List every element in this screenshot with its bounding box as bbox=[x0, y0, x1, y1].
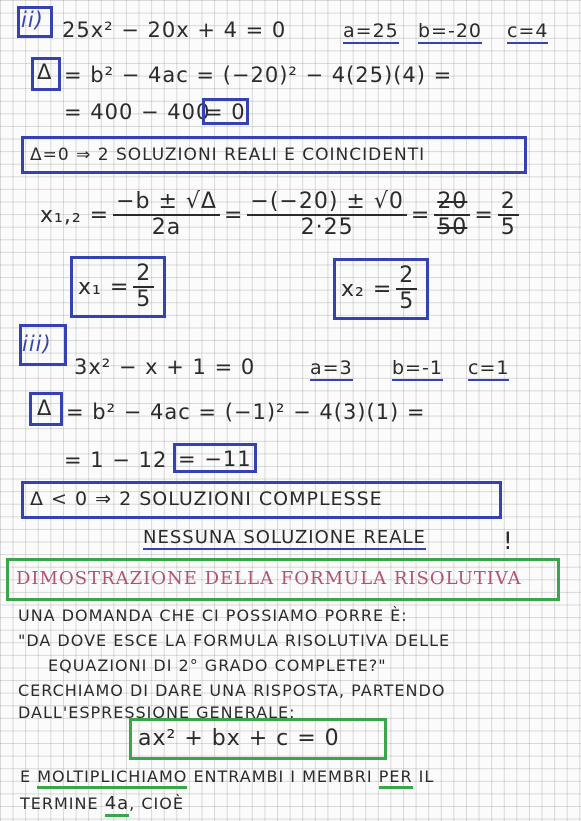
per-word: PER bbox=[379, 767, 413, 789]
proof-line-1: UNA DOMANDA CHE CI POSSIAMO PORRE È: bbox=[18, 606, 408, 625]
conclusion-iii: Δ < 0 ⇒ 2 SOLUZIONI COMPLESSE bbox=[30, 488, 383, 510]
coeff-c-ii: c=4 bbox=[507, 20, 549, 42]
formula-fraction-substituted: $\frac{-(-20) \pm √0}{2\cdot 25}$ bbox=[247, 190, 406, 240]
delta-expression-iii: = b² − 4ac = (−1)² − 4(3)(1) = bbox=[66, 400, 426, 424]
general-equation: ax² + bx + c = 0 bbox=[138, 726, 340, 751]
equation-iii: 3x² − x + 1 = 0 bbox=[74, 355, 256, 379]
solution-formula-ii: x₁,₂ = $\frac{-b \pm √\Delta}{2a}$ = $\frac{-(-20) \pm √0}{2\cdot 25}$ = $\frac{20}{50}$ = $\frac{2}{5}$ bbox=[40, 190, 523, 240]
delta-symbol-iii: Δ bbox=[37, 396, 53, 420]
formula-lhs: x₁,₂ = bbox=[40, 202, 110, 228]
delta-result-iii: = −11 bbox=[178, 447, 252, 471]
proof-title: DIMOSTRAZIONE DELLA FORMULA RISOLUTIVA bbox=[16, 568, 522, 589]
formula-fraction-simplified: $\frac{2}{5}$ bbox=[498, 190, 519, 240]
proof-line-2: "DA DOVE ESCE LA FORMULA RISOLUTIVA DELLE bbox=[18, 631, 451, 650]
proof-line-4: CERCHIAMO DI DARE UNA RISPOSTA, PARTENDO bbox=[18, 681, 446, 700]
proof-line-5: DALL'ESPRESSIONE GENERALE: bbox=[18, 703, 296, 722]
section-marker-ii: ii) bbox=[21, 8, 44, 32]
no-real-solution: NESSUNA SOLUZIONE REALE bbox=[143, 527, 426, 548]
formula-fraction-evaluated: $\frac{20}{50}$ bbox=[434, 190, 470, 240]
formula-fraction-general: $\frac{-b \pm √\Delta}{2a}$ bbox=[113, 190, 220, 240]
proof-line-3: EQUAZIONI DI 2° GRADO COMPLETE?" bbox=[48, 656, 387, 675]
term-4a: 4a bbox=[105, 793, 129, 817]
proof-line-7: TERMINE 4a, CIOÈ bbox=[20, 793, 184, 814]
delta-line2-ii: = 400 − 400 bbox=[64, 100, 211, 124]
coeff-c-iii: c=1 bbox=[468, 357, 510, 379]
delta-expression-ii: = b² − 4ac = (−20)² − 4(25)(4) = bbox=[64, 63, 453, 87]
coeff-b-iii: b=-1 bbox=[392, 357, 443, 379]
coeff-a-iii: a=3 bbox=[310, 357, 353, 379]
delta-line2-iii: = 1 − 12 bbox=[64, 448, 168, 472]
coeff-b-ii: b=-20 bbox=[418, 20, 483, 42]
multiply-word: MOLTIPLICHIAMO bbox=[37, 767, 187, 789]
exclamation-mark: ! bbox=[503, 527, 514, 555]
delta-result-ii: = 0 bbox=[205, 100, 246, 124]
equation-ii: 25x² − 20x + 4 = 0 bbox=[62, 18, 287, 42]
proof-line-6: E MOLTIPLICHIAMO ENTRAMBI I MEMBRI PER IL bbox=[20, 767, 434, 786]
coeff-a-ii: a=25 bbox=[343, 20, 399, 42]
delta-symbol-ii: Δ bbox=[37, 60, 53, 84]
x2-solution-ii: x₂ = $\frac{2}{5}$ bbox=[341, 264, 421, 314]
section-marker-iii: iii) bbox=[22, 332, 52, 356]
x1-solution-ii: x₁ = $\frac{2}{5}$ bbox=[78, 262, 158, 312]
conclusion-ii: Δ=0 ⇒ 2 SOLUZIONI REALI E COINCIDENTI bbox=[30, 145, 426, 165]
